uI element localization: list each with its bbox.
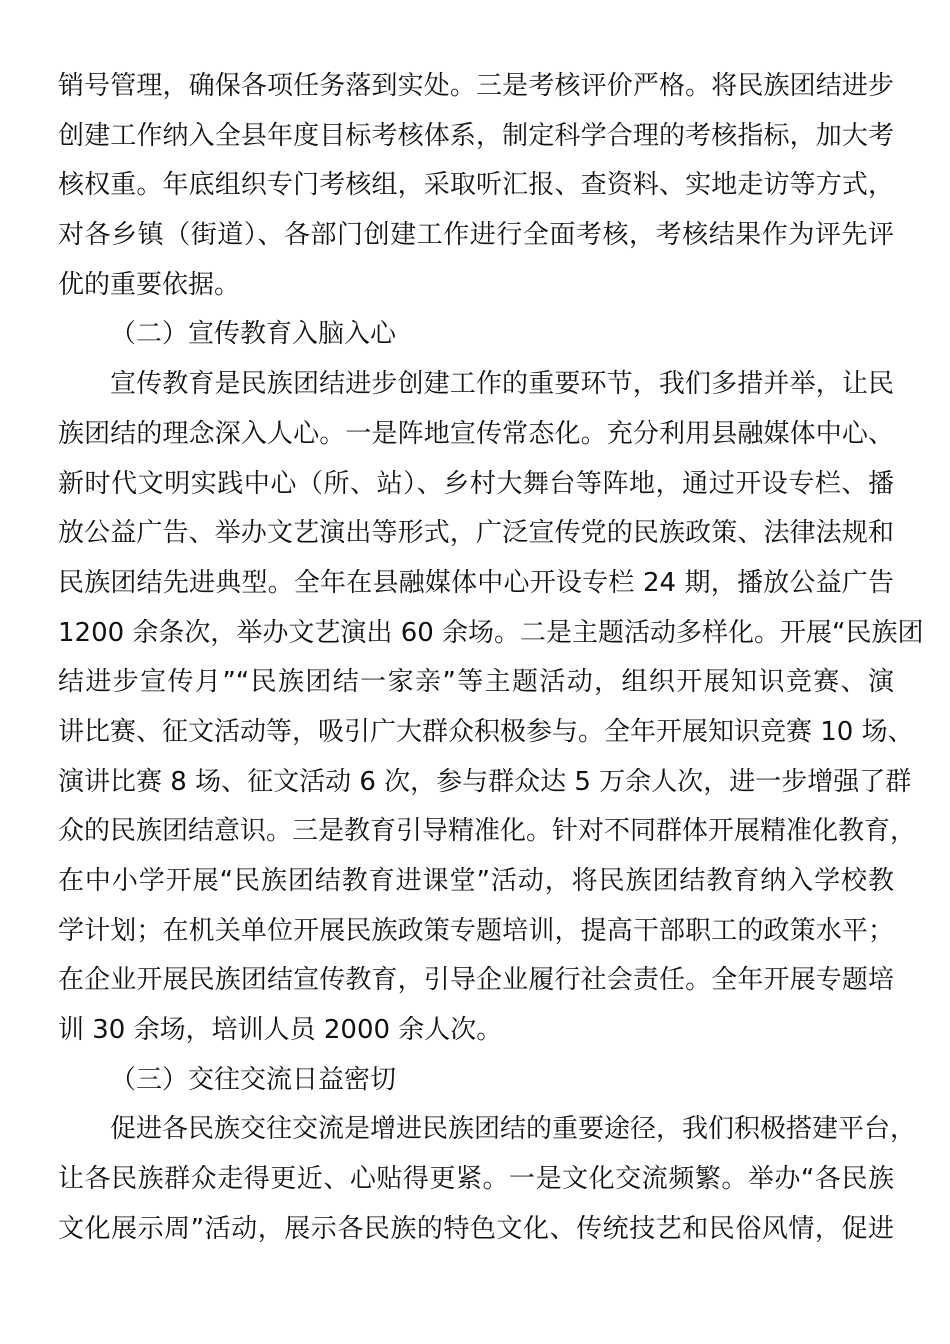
- text-line: 训 30 余场，培训人员 2000 余人次。: [58, 1015, 503, 1046]
- text-line: 放公益广告、举办文艺演出等形式，广泛宣传党的民族政策、法律法规和: [58, 518, 894, 549]
- text-line: 众的民族团结意识。三是教育引导精准化。针对不同群体开展精准化教育，: [58, 816, 917, 847]
- text-line: 民族团结先进典型。全年在县融媒体中心开设专栏 24 期，播放公益广告: [58, 567, 894, 598]
- paragraph-first-line: 促进各民族交往交流是增进民族团结的重要途径，我们积极搭建平台，: [110, 1114, 917, 1145]
- section-heading: （三）交往交流日益密切: [110, 1064, 397, 1095]
- text-line: 讲比赛、征文活动等，吸引广大群众积极参与。全年开展知识竞赛 10 场、: [58, 716, 914, 747]
- text-line: 学计划；在机关单位开展民族政策专题培训，提高干部职工的政策水平；: [58, 915, 894, 946]
- text-line: 让各民族群众走得更近、心贴得更紧。一是文化交流频繁。举办“各民族: [58, 1164, 894, 1195]
- text-line: 核权重。年底组织专门考核组，采取听汇报、查资料、实地走访等方式，: [58, 170, 894, 201]
- text-line: 1200 余条次，举办文艺演出 60 余场。二是主题活动多样化。开展“民族团: [58, 617, 924, 648]
- text-line: 文化展示周”活动，展示各民族的特色文化、传统技艺和民俗风情，促进: [58, 1213, 894, 1244]
- text-line: 新时代文明实践中心（所、站）、乡村大舞台等阵地，通过开设专栏、播: [58, 468, 894, 499]
- text-line: 创建工作纳入全县年度目标考核体系，制定科学合理的考核指标，加大考: [58, 120, 894, 151]
- paragraph-first-line: 宣传教育是民族团结进步创建工作的重要环节，我们多措并举，让民: [110, 369, 894, 400]
- section-heading: （二）宣传教育入脑入心: [110, 319, 397, 350]
- text-line: 结进步宣传月”“民族团结一家亲”等主题活动，组织开展知识竞赛、演: [58, 667, 894, 698]
- text-line: 对各乡镇（街道）、各部门创建工作进行全面考核，考核结果作为评先评: [58, 220, 894, 251]
- document-page: [58, 62, 924, 1255]
- text-line: 在中小学开展“民族团结教育进课堂”活动，将民族团结教育纳入学校教: [58, 866, 894, 896]
- text-line: 销号管理，确保各项任务落到实处。三是考核评价严格。将民族团结进步: [58, 71, 894, 101]
- text-line: 演讲比赛 8 场、征文活动 6 次，参与群众达 5 万余人次，进一步增强了群: [58, 766, 912, 797]
- text-line: 族团结的理念深入人心。一是阵地宣传常态化。充分利用县融媒体中心、: [58, 418, 894, 449]
- text-line: 优的重要依据。: [58, 269, 241, 300]
- text-line: 在企业开展民族团结宣传教育，引导企业履行社会责任。全年开展专题培: [58, 965, 894, 996]
